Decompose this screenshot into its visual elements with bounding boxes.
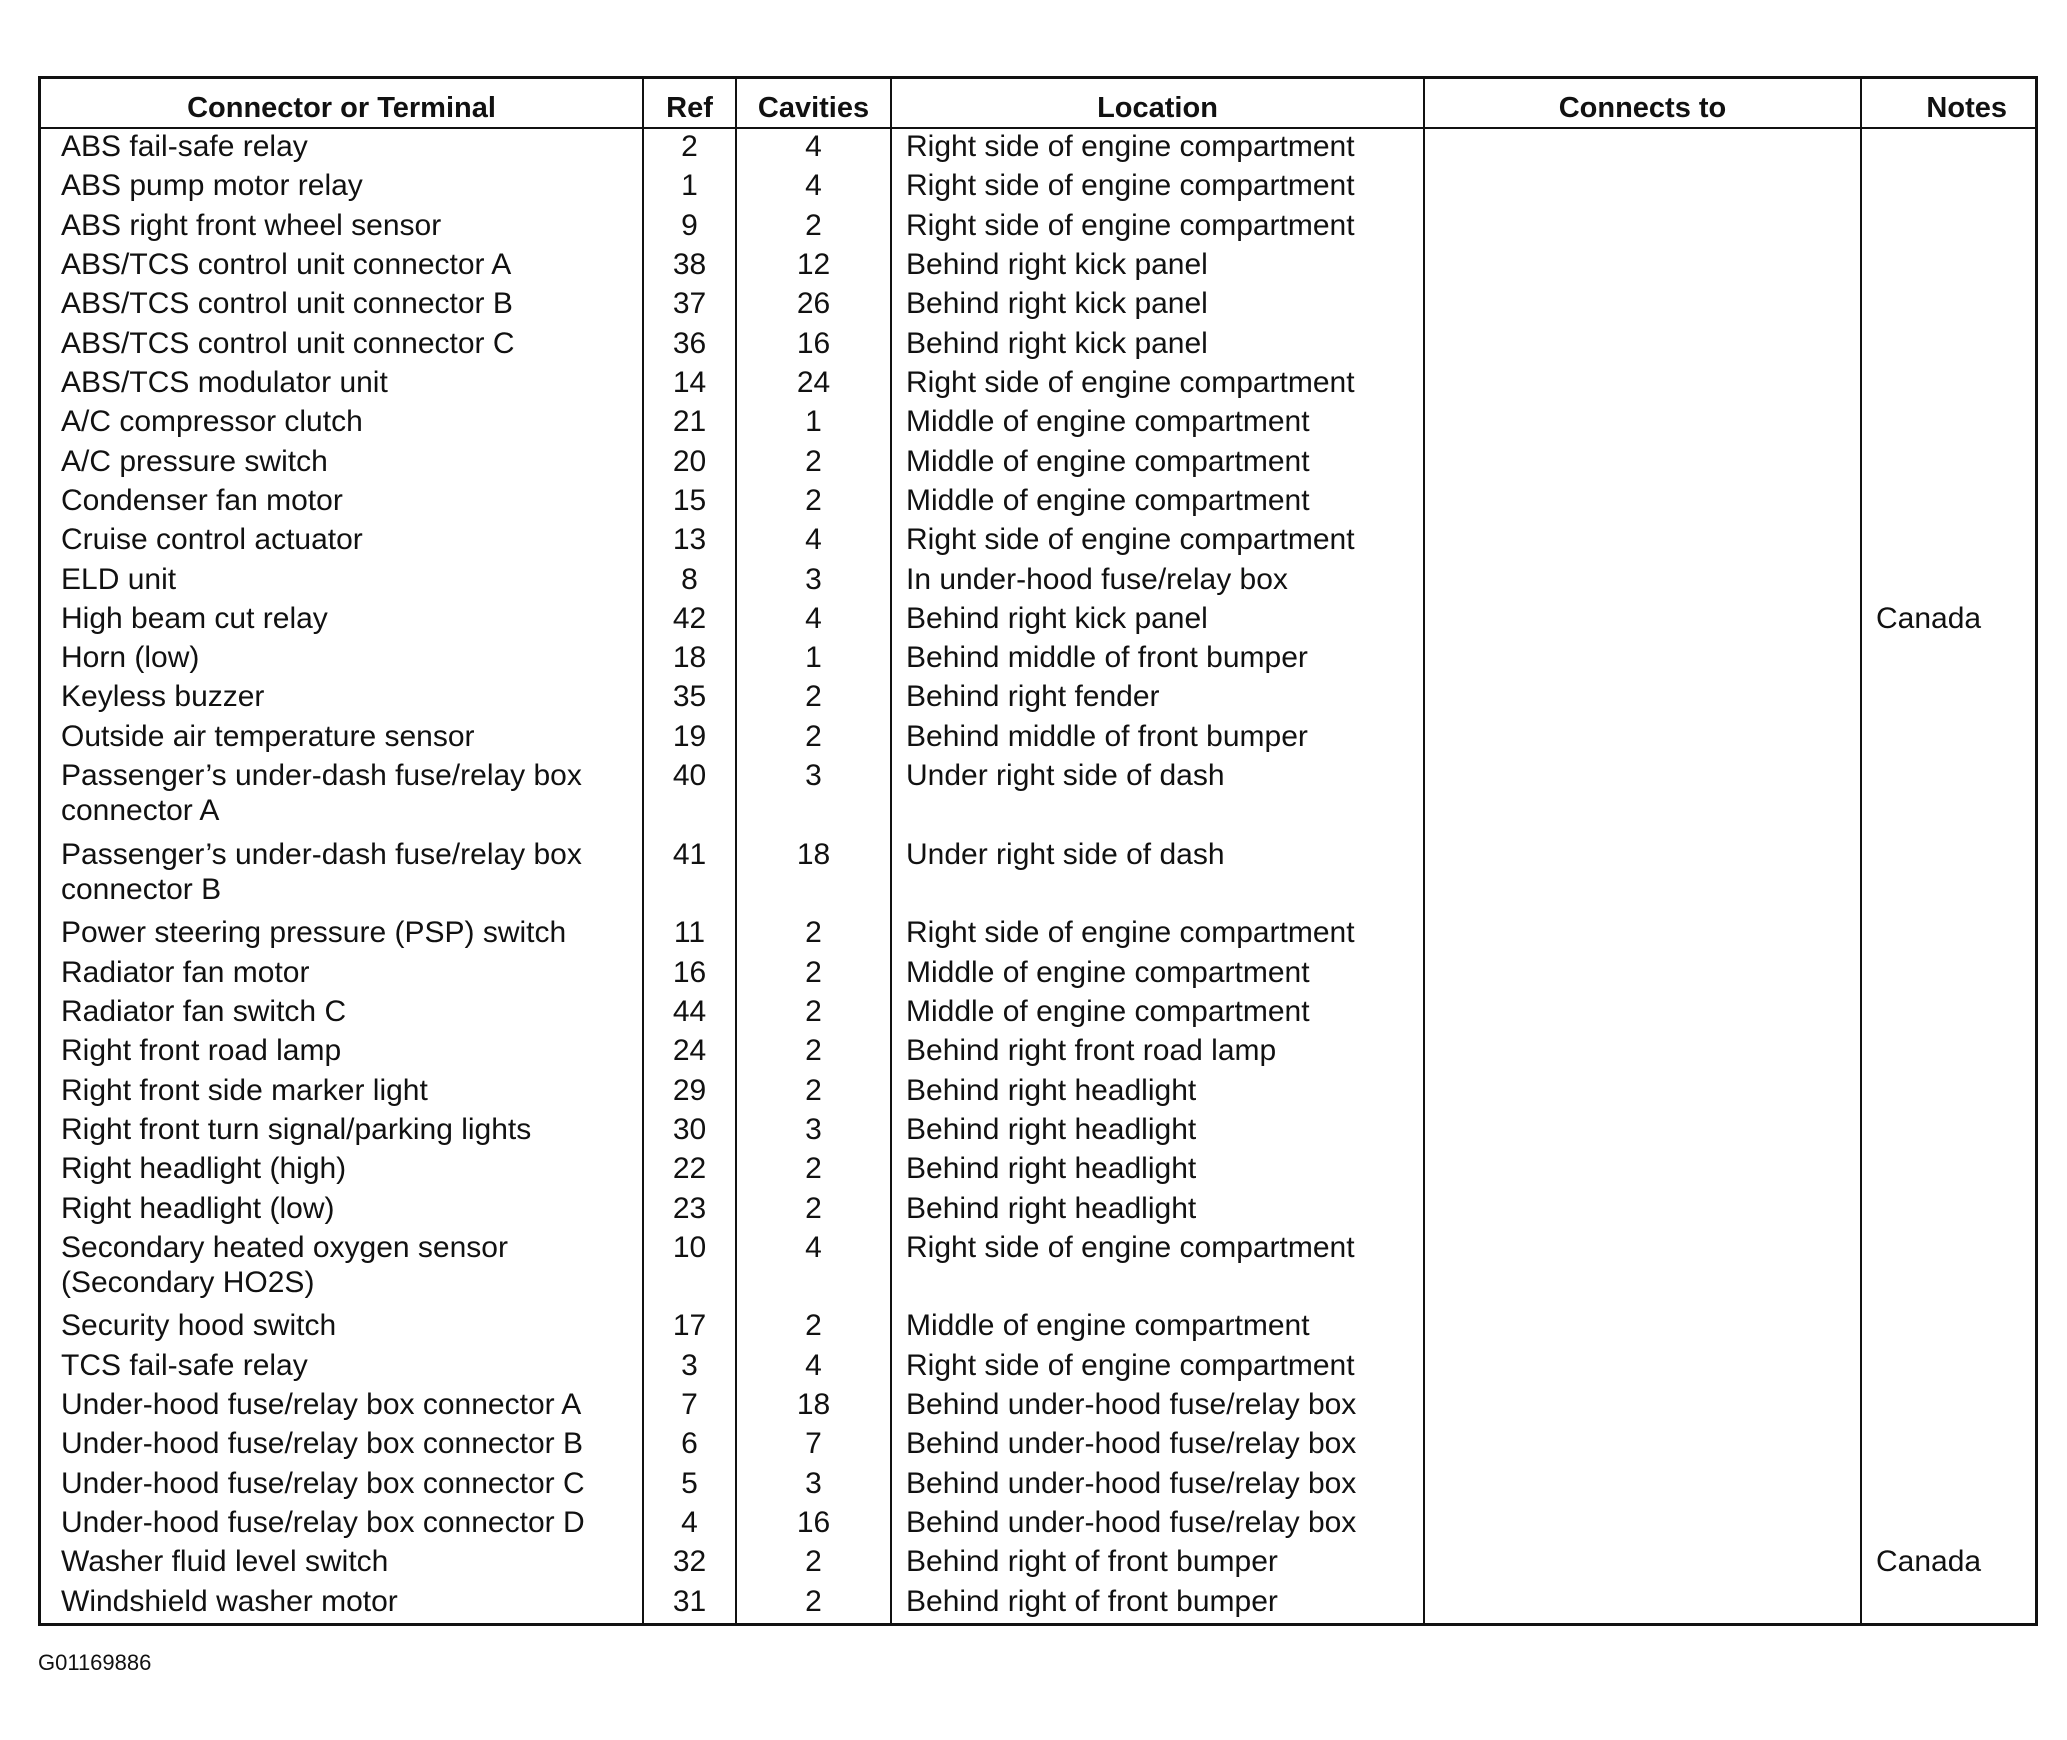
cell-connector: Right front road lamp bbox=[41, 1033, 643, 1072]
cell-connects-to bbox=[1424, 286, 1861, 325]
cell-ref: 22 bbox=[643, 1151, 736, 1190]
cell-cavities: 1 bbox=[736, 640, 891, 679]
cell-location: Under right side of dash bbox=[891, 837, 1424, 916]
cell-cavities: 4 bbox=[736, 1348, 891, 1387]
table-row bbox=[41, 286, 2035, 325]
table-row bbox=[41, 444, 2035, 483]
table-row bbox=[41, 915, 2035, 954]
cell-connector: Passenger’s under-dash fuse/relay box connector B bbox=[41, 837, 643, 916]
cell-connects-to bbox=[1424, 994, 1861, 1033]
cell-cavities: 7 bbox=[736, 1426, 891, 1465]
cell-notes bbox=[1861, 994, 2035, 1033]
cell-connector: Outside air temperature sensor bbox=[41, 719, 643, 758]
cell-connects-to bbox=[1424, 915, 1861, 954]
cell-location: Behind right kick panel bbox=[891, 286, 1424, 325]
header-row bbox=[41, 79, 2035, 128]
header-connector: Connector or Terminal bbox=[41, 79, 643, 128]
cell-ref: 21 bbox=[643, 404, 736, 443]
cell-cavities: 2 bbox=[736, 444, 891, 483]
cell-location: Right side of engine compartment bbox=[891, 365, 1424, 404]
cell-cavities: 1 bbox=[736, 404, 891, 443]
cell-connects-to bbox=[1424, 1387, 1861, 1426]
cell-location: Middle of engine compartment bbox=[891, 444, 1424, 483]
table-row bbox=[41, 1426, 2035, 1465]
cell-cavities: 2 bbox=[736, 1191, 891, 1230]
cell-location: Behind right kick panel bbox=[891, 247, 1424, 286]
cell-ref: 41 bbox=[643, 837, 736, 916]
cell-location: Right side of engine compartment bbox=[891, 522, 1424, 561]
cell-ref: 9 bbox=[643, 208, 736, 247]
cell-cavities: 4 bbox=[736, 601, 891, 640]
cell-location: Behind right headlight bbox=[891, 1073, 1424, 1112]
cell-connector: ABS/TCS control unit connector B bbox=[41, 286, 643, 325]
table-row bbox=[41, 1073, 2035, 1112]
table-row bbox=[41, 837, 2035, 916]
cell-notes bbox=[1861, 404, 2035, 443]
table-row bbox=[41, 1033, 2035, 1072]
cell-connects-to bbox=[1424, 444, 1861, 483]
cell-location: Behind under-hood fuse/relay box bbox=[891, 1387, 1424, 1426]
cell-ref: 30 bbox=[643, 1112, 736, 1151]
cell-connector: Right front turn signal/parking lights bbox=[41, 1112, 643, 1151]
header-ref: Ref bbox=[643, 79, 736, 128]
cell-notes bbox=[1861, 444, 2035, 483]
cell-notes bbox=[1861, 522, 2035, 561]
cell-notes: Canada bbox=[1876, 1545, 1982, 1579]
cell-ref: 4 bbox=[643, 1505, 736, 1544]
cell-notes bbox=[1861, 915, 2035, 954]
cell-connector: Under-hood fuse/relay box connector A bbox=[41, 1387, 643, 1426]
cell-notes bbox=[1861, 483, 2035, 522]
cell-location: Middle of engine compartment bbox=[891, 955, 1424, 994]
cell-ref: 10 bbox=[643, 1230, 736, 1309]
cell-notes bbox=[1861, 719, 2035, 758]
cell-ref: 1 bbox=[643, 168, 736, 207]
cell-location: Behind middle of front bumper bbox=[891, 719, 1424, 758]
cell-location: Behind under-hood fuse/relay box bbox=[891, 1505, 1424, 1544]
connector-table-frame bbox=[38, 76, 2038, 1626]
cell-location: Behind right headlight bbox=[891, 1151, 1424, 1190]
cell-ref: 37 bbox=[643, 286, 736, 325]
cell-connector: ABS/TCS control unit connector C bbox=[41, 326, 643, 365]
cell-connector: ABS/TCS modulator unit bbox=[41, 365, 643, 404]
header-connects-to: Connects to bbox=[1424, 79, 1861, 128]
cell-cavities: 18 bbox=[736, 1387, 891, 1426]
cell-connects-to bbox=[1424, 1544, 1861, 1583]
cell-cavities: 4 bbox=[736, 522, 891, 561]
cell-cavities: 2 bbox=[736, 955, 891, 994]
table-row bbox=[41, 1505, 2035, 1544]
cell-connects-to bbox=[1424, 1112, 1861, 1151]
cell-connector: Power steering pressure (PSP) switch bbox=[41, 915, 643, 954]
table-row bbox=[41, 128, 2035, 168]
header-cavities: Cavities bbox=[736, 79, 891, 128]
cell-connects-to bbox=[1424, 404, 1861, 443]
cell-notes bbox=[1861, 247, 2035, 286]
cell-location: Behind right kick panel bbox=[891, 601, 1424, 640]
cell-location: Middle of engine compartment bbox=[891, 404, 1424, 443]
table-row bbox=[41, 168, 2035, 207]
cell-cavities: 18 bbox=[736, 837, 891, 916]
cell-connector: ELD unit bbox=[41, 562, 643, 601]
cell-notes bbox=[1861, 365, 2035, 404]
cell-ref: 8 bbox=[643, 562, 736, 601]
cell-connector: Radiator fan motor bbox=[41, 955, 643, 994]
table-row bbox=[41, 522, 2035, 561]
cell-connector: High beam cut relay bbox=[41, 601, 643, 640]
cell-cavities: 3 bbox=[736, 1112, 891, 1151]
cell-cavities: 2 bbox=[736, 994, 891, 1033]
cell-connects-to bbox=[1424, 837, 1861, 916]
table-row bbox=[41, 247, 2035, 286]
cell-ref: 6 bbox=[643, 1426, 736, 1465]
cell-location: Behind right of front bumper bbox=[891, 1584, 1424, 1623]
cell-ref: 7 bbox=[643, 1387, 736, 1426]
cell-notes bbox=[1861, 1073, 2035, 1112]
table-row bbox=[41, 1230, 2035, 1309]
cell-connects-to bbox=[1424, 208, 1861, 247]
cell-ref: 2 bbox=[643, 128, 736, 168]
cell-cavities: 2 bbox=[736, 719, 891, 758]
cell-location: Behind right of front bumper bbox=[891, 1544, 1424, 1583]
cell-location: Behind right kick panel bbox=[891, 326, 1424, 365]
table-row bbox=[41, 365, 2035, 404]
table-row bbox=[41, 1191, 2035, 1230]
table-row bbox=[41, 758, 2035, 837]
cell-connector: A/C pressure switch bbox=[41, 444, 643, 483]
cell-connector: Horn (low) bbox=[41, 640, 643, 679]
cell-connects-to bbox=[1424, 168, 1861, 207]
cell-connects-to bbox=[1424, 1230, 1861, 1309]
cell-connector: Secondary heated oxygen sensor (Secondary HO2S) bbox=[41, 1230, 643, 1309]
cell-ref: 19 bbox=[643, 719, 736, 758]
cell-cavities: 2 bbox=[736, 1584, 891, 1623]
cell-location: Behind under-hood fuse/relay box bbox=[891, 1426, 1424, 1465]
cell-notes bbox=[1861, 286, 2035, 325]
cell-notes bbox=[1861, 1387, 2035, 1426]
cell-cavities: 4 bbox=[736, 128, 891, 168]
cell-connects-to bbox=[1424, 247, 1861, 286]
cell-cavities: 3 bbox=[736, 562, 891, 601]
cell-cavities: 2 bbox=[736, 1544, 891, 1583]
cell-location: Behind right front road lamp bbox=[891, 1033, 1424, 1072]
cell-connector: Windshield washer motor bbox=[41, 1584, 643, 1623]
cell-notes bbox=[1861, 1230, 2035, 1309]
table-row bbox=[41, 1466, 2035, 1505]
table-row bbox=[41, 1112, 2035, 1151]
cell-notes bbox=[1861, 679, 2035, 718]
cell-connects-to bbox=[1424, 1584, 1861, 1623]
cell-notes bbox=[1861, 837, 2035, 916]
cell-location: Behind right headlight bbox=[891, 1191, 1424, 1230]
table-body bbox=[41, 128, 2035, 1623]
cell-connector: TCS fail-safe relay bbox=[41, 1348, 643, 1387]
cell-connector: Right headlight (low) bbox=[41, 1191, 643, 1230]
cell-notes bbox=[1861, 1112, 2035, 1151]
cell-ref: 14 bbox=[643, 365, 736, 404]
cell-connects-to bbox=[1424, 640, 1861, 679]
cell-notes bbox=[1861, 1348, 2035, 1387]
cell-connects-to bbox=[1424, 1191, 1861, 1230]
cell-connects-to bbox=[1424, 1308, 1861, 1347]
cell-location: In under-hood fuse/relay box bbox=[891, 562, 1424, 601]
table-row bbox=[41, 1348, 2035, 1387]
cell-cavities: 3 bbox=[736, 1466, 891, 1505]
cell-connects-to bbox=[1424, 483, 1861, 522]
cell-connector: ABS/TCS control unit connector A bbox=[41, 247, 643, 286]
cell-location: Right side of engine compartment bbox=[891, 208, 1424, 247]
cell-cavities: 2 bbox=[736, 1033, 891, 1072]
table-row bbox=[41, 326, 2035, 365]
cell-connects-to bbox=[1424, 679, 1861, 718]
table-row bbox=[41, 679, 2035, 718]
table-row bbox=[41, 1151, 2035, 1190]
cell-connector: Under-hood fuse/relay box connector B bbox=[41, 1426, 643, 1465]
cell-connects-to bbox=[1424, 1426, 1861, 1465]
table-row bbox=[41, 1308, 2035, 1347]
cell-cavities: 2 bbox=[736, 1151, 891, 1190]
cell-ref: 20 bbox=[643, 444, 736, 483]
cell-notes: Canada bbox=[1876, 601, 1982, 635]
cell-notes bbox=[1861, 1584, 2035, 1623]
table-row bbox=[41, 1387, 2035, 1426]
cell-location: Behind middle of front bumper bbox=[891, 640, 1424, 679]
cell-notes bbox=[1861, 1151, 2035, 1190]
cell-connects-to bbox=[1424, 1151, 1861, 1190]
cell-location: Right side of engine compartment bbox=[891, 168, 1424, 207]
cell-connects-to bbox=[1424, 719, 1861, 758]
cell-connects-to bbox=[1424, 1348, 1861, 1387]
table-row bbox=[41, 640, 2035, 679]
cell-ref: 29 bbox=[643, 1073, 736, 1112]
table-row bbox=[41, 1544, 2035, 1583]
cell-ref: 31 bbox=[643, 1584, 736, 1623]
cell-cavities: 2 bbox=[736, 1073, 891, 1112]
cell-connector: ABS pump motor relay bbox=[41, 168, 643, 207]
cell-connects-to bbox=[1424, 601, 1861, 640]
cell-ref: 23 bbox=[643, 1191, 736, 1230]
cell-notes bbox=[1861, 1505, 2035, 1544]
figure-id: G01169886 bbox=[38, 1650, 152, 1675]
cell-connects-to bbox=[1424, 1033, 1861, 1072]
cell-location: Right side of engine compartment bbox=[891, 1348, 1424, 1387]
cell-notes bbox=[1861, 1426, 2035, 1465]
cell-ref: 38 bbox=[643, 247, 736, 286]
cell-location: Right side of engine compartment bbox=[891, 915, 1424, 954]
cell-notes bbox=[1861, 128, 2035, 168]
cell-connector: ABS right front wheel sensor bbox=[41, 208, 643, 247]
cell-connects-to bbox=[1424, 326, 1861, 365]
cell-notes bbox=[1861, 640, 2035, 679]
cell-notes bbox=[1861, 955, 2035, 994]
table-row bbox=[41, 994, 2035, 1033]
cell-connects-to bbox=[1424, 522, 1861, 561]
cell-cavities: 24 bbox=[736, 365, 891, 404]
table-row bbox=[41, 483, 2035, 522]
cell-cavities: 16 bbox=[736, 326, 891, 365]
cell-location: Behind right fender bbox=[891, 679, 1424, 718]
cell-location: Under right side of dash bbox=[891, 758, 1424, 837]
cell-connects-to bbox=[1424, 1466, 1861, 1505]
cell-connector: Washer fluid level switch bbox=[41, 1544, 643, 1583]
cell-notes bbox=[1861, 168, 2035, 207]
cell-connects-to bbox=[1424, 128, 1861, 168]
cell-notes bbox=[1861, 758, 2035, 837]
cell-cavities: 2 bbox=[736, 208, 891, 247]
connector-table bbox=[41, 79, 2035, 1623]
cell-connector: Under-hood fuse/relay box connector D bbox=[41, 1505, 643, 1544]
header-location: Location bbox=[891, 79, 1424, 128]
cell-connector: Passenger’s under-dash fuse/relay box connector A bbox=[41, 758, 643, 837]
cell-cavities: 3 bbox=[736, 758, 891, 837]
cell-notes bbox=[1861, 1191, 2035, 1230]
cell-ref: 18 bbox=[643, 640, 736, 679]
cell-connector: Cruise control actuator bbox=[41, 522, 643, 561]
table-row bbox=[41, 955, 2035, 994]
cell-ref: 32 bbox=[643, 1544, 736, 1583]
cell-location: Right side of engine compartment bbox=[891, 128, 1424, 168]
cell-notes bbox=[1861, 562, 2035, 601]
cell-connector: Security hood switch bbox=[41, 1308, 643, 1347]
cell-ref: 42 bbox=[643, 601, 736, 640]
table-row bbox=[41, 1584, 2035, 1623]
cell-ref: 15 bbox=[643, 483, 736, 522]
cell-location: Middle of engine compartment bbox=[891, 483, 1424, 522]
cell-connector: Radiator fan switch C bbox=[41, 994, 643, 1033]
cell-ref: 16 bbox=[643, 955, 736, 994]
table-row bbox=[41, 404, 2035, 443]
cell-notes bbox=[1861, 1308, 2035, 1347]
cell-ref: 13 bbox=[643, 522, 736, 561]
table-row bbox=[41, 719, 2035, 758]
cell-connects-to bbox=[1424, 1073, 1861, 1112]
cell-notes bbox=[1861, 208, 2035, 247]
cell-cavities: 16 bbox=[736, 1505, 891, 1544]
cell-connector: ABS fail-safe relay bbox=[41, 128, 643, 168]
cell-connects-to bbox=[1424, 1505, 1861, 1544]
cell-location: Middle of engine compartment bbox=[891, 1308, 1424, 1347]
cell-ref: 24 bbox=[643, 1033, 736, 1072]
cell-connector: A/C compressor clutch bbox=[41, 404, 643, 443]
cell-location: Behind under-hood fuse/relay box bbox=[891, 1466, 1424, 1505]
cell-cavities: 4 bbox=[736, 1230, 891, 1309]
cell-notes bbox=[1861, 326, 2035, 365]
cell-connects-to bbox=[1424, 955, 1861, 994]
cell-cavities: 2 bbox=[736, 1308, 891, 1347]
cell-ref: 3 bbox=[643, 1348, 736, 1387]
cell-cavities: 4 bbox=[736, 168, 891, 207]
cell-connector: Right front side marker light bbox=[41, 1073, 643, 1112]
cell-ref: 35 bbox=[643, 679, 736, 718]
cell-connects-to bbox=[1424, 562, 1861, 601]
cell-connector: Right headlight (high) bbox=[41, 1151, 643, 1190]
cell-connector: Keyless buzzer bbox=[41, 679, 643, 718]
cell-connects-to bbox=[1424, 365, 1861, 404]
cell-cavities: 12 bbox=[736, 247, 891, 286]
cell-ref: 11 bbox=[643, 915, 736, 954]
table-row bbox=[41, 601, 2035, 640]
cell-location: Right side of engine compartment bbox=[891, 1230, 1424, 1309]
cell-connector: Under-hood fuse/relay box connector C bbox=[41, 1466, 643, 1505]
cell-connector: Condenser fan motor bbox=[41, 483, 643, 522]
cell-ref: 40 bbox=[643, 758, 736, 837]
cell-location: Middle of engine compartment bbox=[891, 994, 1424, 1033]
cell-notes bbox=[1861, 1033, 2035, 1072]
cell-ref: 17 bbox=[643, 1308, 736, 1347]
cell-notes bbox=[1861, 1466, 2035, 1505]
header-notes: Notes bbox=[1861, 79, 2035, 128]
cell-cavities: 26 bbox=[736, 286, 891, 325]
cell-cavities: 2 bbox=[736, 679, 891, 718]
cell-ref: 36 bbox=[643, 326, 736, 365]
table-row bbox=[41, 208, 2035, 247]
cell-cavities: 2 bbox=[736, 915, 891, 954]
cell-connects-to bbox=[1424, 758, 1861, 837]
cell-ref: 44 bbox=[643, 994, 736, 1033]
table-row bbox=[41, 562, 2035, 601]
cell-ref: 5 bbox=[643, 1466, 736, 1505]
cell-cavities: 2 bbox=[736, 483, 891, 522]
cell-location: Behind right headlight bbox=[891, 1112, 1424, 1151]
